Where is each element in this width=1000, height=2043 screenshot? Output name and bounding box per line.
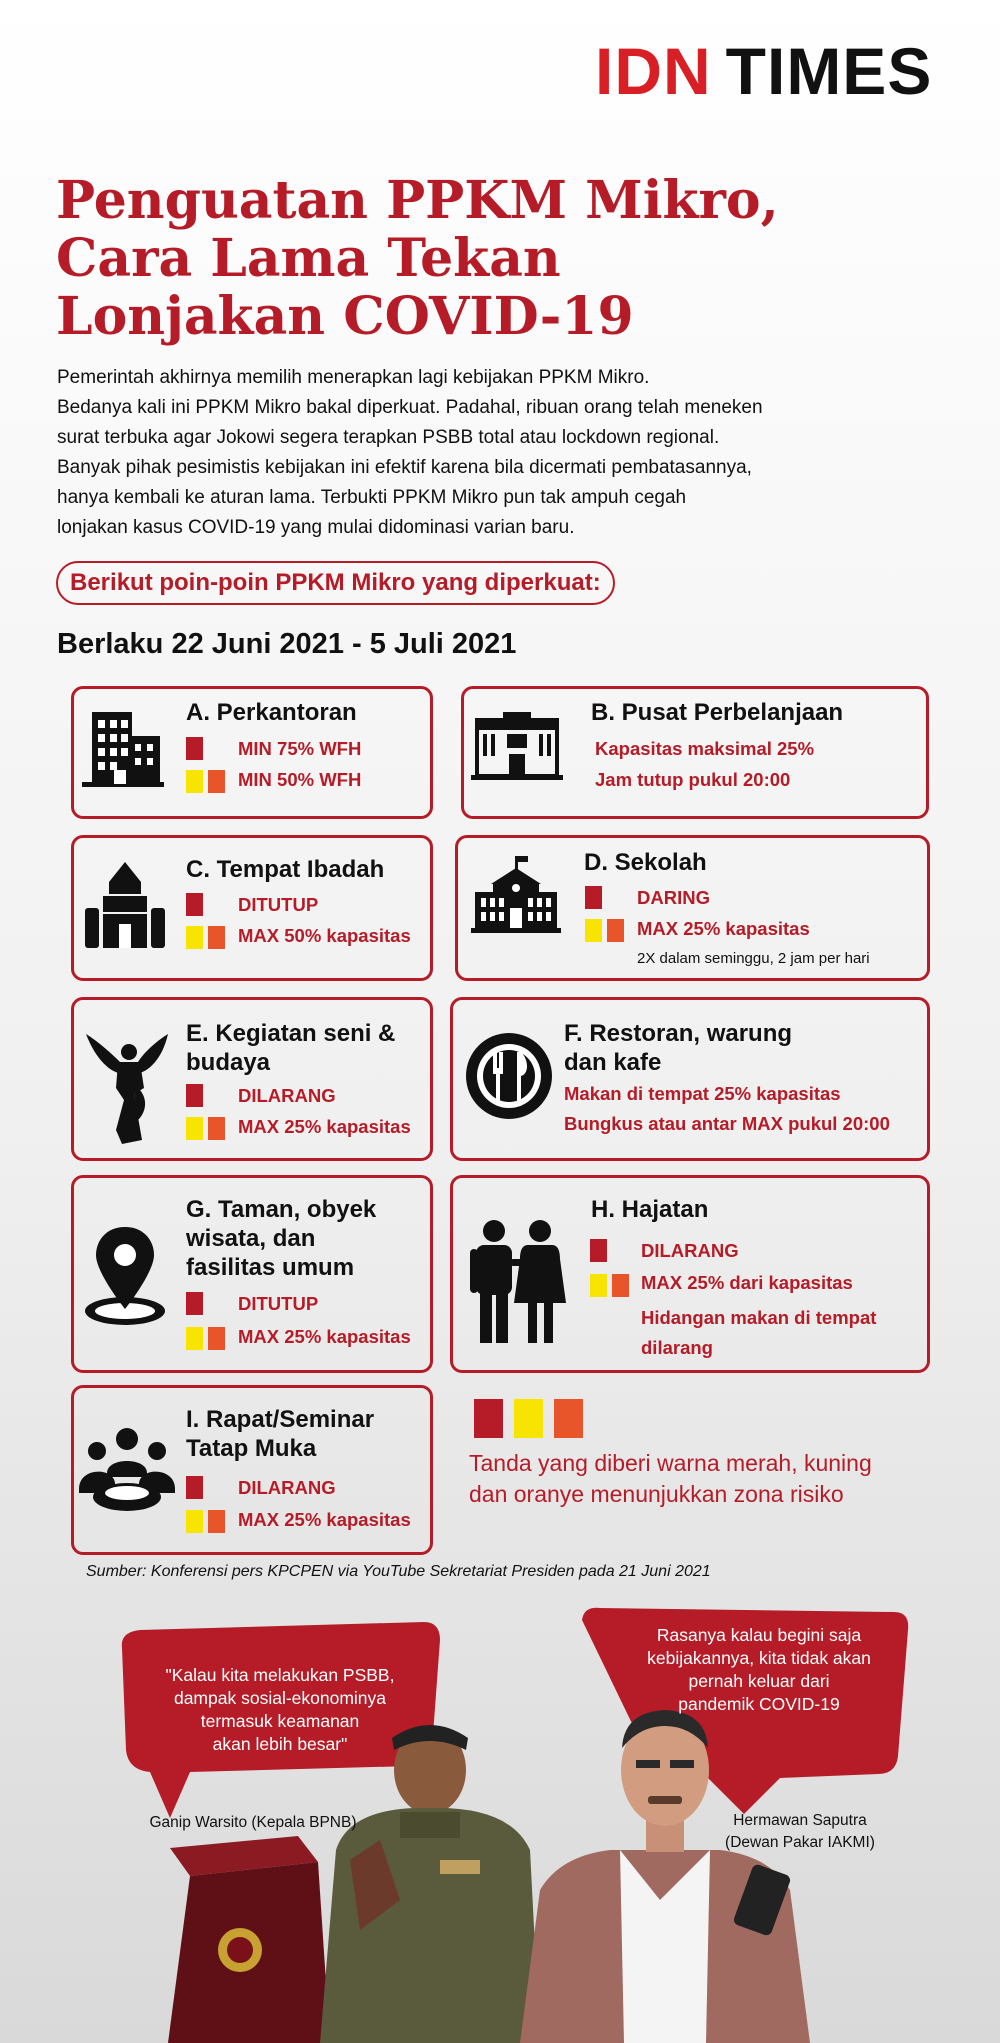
place-of-worship-icon <box>81 860 169 950</box>
logo-times: TIMES <box>725 34 933 108</box>
orange-zone-marker <box>208 1510 225 1533</box>
card-title <box>186 1019 395 1077</box>
card-title-line: E. Kegiatan seni & <box>186 1020 396 1047</box>
intro-paragraph <box>57 363 897 543</box>
yellow-zone-marker <box>585 919 602 942</box>
restaurant-plate-icon <box>463 1030 555 1122</box>
rule-red: Bungkus atau antar MAX pukul 20:00 <box>564 1113 890 1134</box>
legend-line: Tanda yang diberi warna merah, kuning <box>469 1450 872 1476</box>
title-line: Penguatan PPKM Mikro, <box>56 170 779 231</box>
quote-right-text <box>614 1624 904 1716</box>
quote-line: pernah keluar dari <box>688 1671 830 1691</box>
rule-note: 2X dalam seminggu, 2 jam per hari <box>637 950 870 967</box>
card-title: A. Perkantoran <box>186 699 357 726</box>
yellow-zone-marker <box>590 1274 607 1297</box>
quote-line: "Kalau kita melakukan PSBB, <box>165 1665 395 1685</box>
intro-line: Pemerintah akhirnya memilih menerapkan lagi kebijakan PPKM Mikro. <box>57 367 650 388</box>
orange-zone-marker <box>208 1327 225 1350</box>
rule-line: Hidangan makan di tempat <box>641 1307 877 1328</box>
legend-orange-square <box>554 1399 583 1438</box>
period-heading: Berlaku 22 Juni 2021 - 5 Juli 2021 <box>57 628 517 660</box>
intro-line: Banyak pihak pesimistis kebijakan ini efektif karena bila dicermati pembatasannya, <box>57 457 752 478</box>
yellow-zone-marker <box>186 770 203 793</box>
card-title: H. Hajatan <box>591 1196 709 1223</box>
red-zone-marker <box>186 1084 203 1107</box>
rule-red: Makan di tempat 25% kapasitas <box>564 1083 841 1104</box>
quote-line: termasuk keamanan <box>200 1711 360 1731</box>
title-line: Cara Lama Tekan <box>56 228 561 289</box>
speaker-name: Hermawan Saputra <box>733 1812 867 1829</box>
office-building-icon <box>80 710 166 788</box>
rule-red: DILARANG <box>238 1477 336 1498</box>
intro-line: Bedanya kali ini PPKM Mikro bakal diperkuat. Padahal, ribuan orang telah meneken <box>57 397 763 418</box>
yellow-zone-marker <box>186 1327 203 1350</box>
points-subheading: Berikut poin-poin PPKM Mikro yang diperkuat: <box>56 561 615 605</box>
orange-zone-marker <box>208 926 225 949</box>
yellow-zone-marker <box>186 926 203 949</box>
quote-line: pandemik COVID-19 <box>678 1694 840 1714</box>
card-title-line: wisata, dan <box>186 1225 316 1252</box>
rule-yellow-orange: MAX 25% dari kapasitas <box>641 1272 853 1293</box>
rule-yellow-orange: MAX 25% kapasitas <box>238 1116 411 1137</box>
rule-red: DILARANG <box>238 1085 336 1106</box>
red-zone-marker <box>585 886 602 909</box>
quote-line: kebijakannya, kita tidak akan <box>647 1648 871 1668</box>
speaker-role: (Dewan Pakar IAKMI) <box>725 1834 875 1851</box>
card-title <box>186 1195 376 1282</box>
rule-red: Kapasitas maksimal 25% <box>595 738 815 759</box>
rule-yellow-orange: MAX 25% kapasitas <box>238 1509 411 1530</box>
rule-note-red <box>641 1303 876 1363</box>
red-zone-marker <box>186 893 203 916</box>
red-zone-marker <box>186 1292 203 1315</box>
legend-yellow-square <box>514 1399 543 1438</box>
legend-text <box>469 1448 929 1510</box>
card-title: B. Pusat Perbelanjaan <box>591 699 844 726</box>
card-title-line: budaya <box>186 1049 271 1076</box>
rule-red: DITUTUP <box>238 1293 319 1314</box>
quote-line: Rasanya kalau begini saja <box>656 1625 862 1645</box>
rule-red: Jam tutup pukul 20:00 <box>595 769 791 790</box>
idn-times-logo <box>595 34 933 108</box>
dancer-icon <box>82 1030 172 1146</box>
source-note: Sumber: Konferensi pers KPCPEN via YouTube Sekretariat Presiden pada 21 Juni 2021 <box>86 1563 711 1580</box>
orange-zone-marker <box>208 770 225 793</box>
meeting-group-icon <box>77 1427 177 1513</box>
card-title <box>564 1019 792 1077</box>
rule-yellow-orange: MAX 50% kapasitas <box>238 925 411 946</box>
rule-red: DITUTUP <box>238 894 319 915</box>
title-line: Lonjakan COVID-19 <box>56 286 634 347</box>
card-title-line: fasilitas umum <box>186 1254 355 1281</box>
speaker-left: Ganip Warsito (Kepala BPNB) <box>149 1814 357 1831</box>
card-title: C. Tempat Ibadah <box>186 856 385 883</box>
orange-zone-marker <box>607 919 624 942</box>
quote-line: akan lebih besar" <box>212 1734 348 1754</box>
couple-icon <box>466 1219 570 1345</box>
red-zone-marker <box>186 737 203 760</box>
card-title-line: Tatap Muka <box>186 1435 317 1462</box>
rule-yellow-orange: MIN 50% WFH <box>238 769 362 790</box>
rule-red: DILARANG <box>641 1240 739 1261</box>
intro-line: hanya kembali ke aturan lama. Terbukti PPKM Mikro pun tak ampuh cegah <box>57 487 687 508</box>
rule-red: DARING <box>637 887 710 908</box>
legend-line: dan oranye menunjukkan zona risiko <box>469 1481 844 1507</box>
rule-yellow-orange: MAX 25% kapasitas <box>637 918 810 939</box>
quote-left-text <box>130 1664 430 1756</box>
shopping-mall-icon <box>471 712 563 780</box>
quote-line: dampak sosial-ekonominya <box>173 1688 387 1708</box>
orange-zone-marker <box>208 1117 225 1140</box>
intro-line: surat terbuka agar Jokowi segera terapkan PSBB total atau lockdown regional. <box>57 427 720 448</box>
card-title-line: F. Restoran, warung <box>564 1020 793 1047</box>
card-title-line: dan kafe <box>564 1049 662 1076</box>
legend-red-square <box>474 1399 503 1438</box>
logo-idn: IDN <box>595 34 712 108</box>
page-title <box>56 172 816 346</box>
card-title: D. Sekolah <box>584 849 707 876</box>
rule-yellow-orange: MAX 25% kapasitas <box>238 1326 411 1347</box>
school-building-icon <box>471 856 561 934</box>
yellow-zone-marker <box>186 1510 203 1533</box>
card-title-line: I. Rapat/Seminar <box>186 1406 375 1433</box>
rule-line: dilarang <box>641 1337 713 1358</box>
red-zone-marker <box>186 1476 203 1499</box>
speaker-right <box>690 1810 910 1854</box>
red-zone-marker <box>590 1239 607 1262</box>
rule-red: MIN 75% WFH <box>238 738 362 759</box>
card-title <box>186 1405 374 1463</box>
location-pin-icon <box>82 1227 168 1327</box>
intro-line: lonjakan kasus COVID-19 yang mulai didominasi varian baru. <box>57 517 575 538</box>
orange-zone-marker <box>612 1274 629 1297</box>
card-title-line: G. Taman, obyek <box>186 1196 377 1223</box>
yellow-zone-marker <box>186 1117 203 1140</box>
